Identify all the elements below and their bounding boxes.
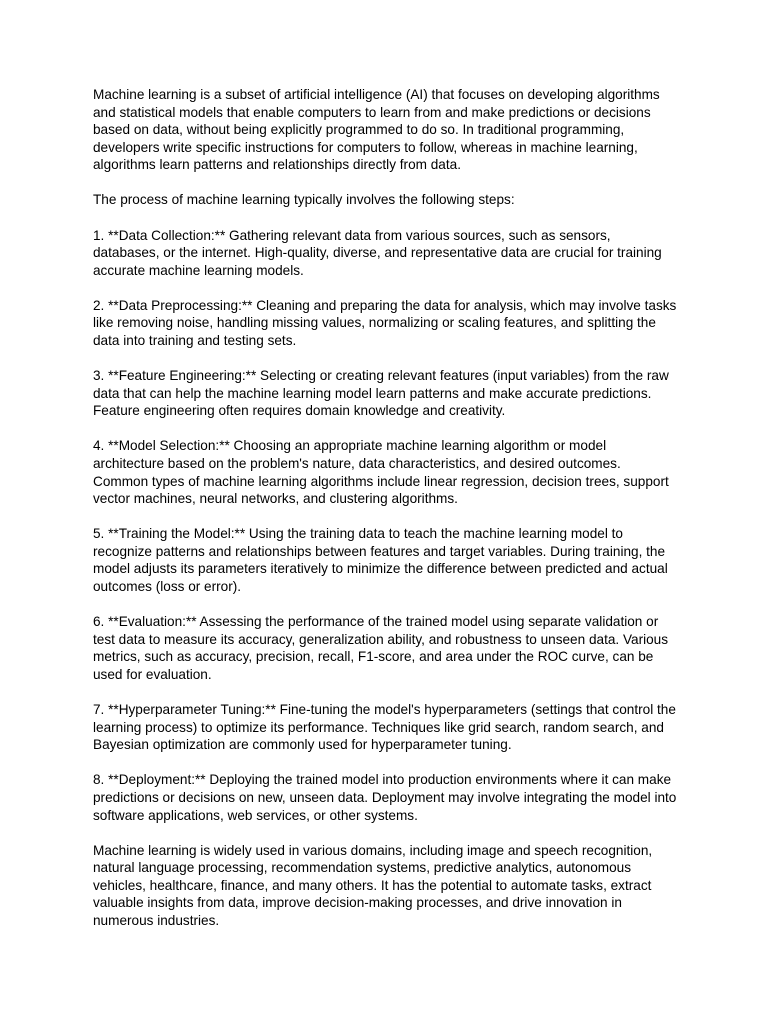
step-data-collection: 1. **Data Collection:** Gathering relevant data from various sources, such as sensors, databases, or the internet. High-quality, diverse, and representative data are crucial for training accurate machine learning models. [93, 227, 662, 278]
step-evaluation: 6. **Evaluation:** Assessing the performance of the trained model using separate validation or test data to measure its accuracy, generalization ability, and robustness to unseen data. Various metrics, such as accuracy, precision, recall, F1-score, and area under the ROC curve, can be used for evaluation. [93, 614, 669, 682]
step-deployment: 8. **Deployment:** Deploying the trained model into production environments where it can make predictions or decisions on new, unseen data. Deployment may involve integrating the model into software applications, web services, or other systems. [93, 772, 677, 823]
step-feature-engineering: 3. **Feature Engineering:** Selecting or creating relevant features (input variables) from the raw data that can help the machine learning model learn patterns and make accurate predictions. Feature engineering often requires domain knowledge and creativity. [93, 368, 669, 419]
step-model-selection: 4. **Model Selection:** Choosing an appropriate machine learning algorithm or model architecture based on the problem's nature, data characteristics, and desired outcomes. Common types of machine learning algorithms include linear regression, decision trees, support vector machines, neural networks, and clustering algorithms. [93, 438, 669, 507]
conclusion-paragraph: Machine learning is widely used in various domains, including image and speech recognition, natural language processing, recommendation systems, predictive analytics, autonomous vehicles, healthcare, finance, and many others. It has the potential to automate tasks, extract valuable insights from data, improve decision-making processes, and drive innovation in numerous industries. [93, 842, 653, 928]
intro-paragraph: Machine learning is a subset of artificial intelligence (AI) that focuses on developing algorithms and statistical models that enable computers to learn from and make predictions or decisions based on data, without being explicitly programmed to do so. In traditional programming, developers write specific instructions for computers to follow, whereas in machine learning, algorithms learn patterns and relationships directly from data. [93, 87, 660, 173]
steps-intro-paragraph: The process of machine learning typically involves the following steps: [93, 192, 515, 208]
step-hyperparameter-tuning: 7. **Hyperparameter Tuning:** Fine-tuning the model's hyperparameters (settings that control the learning process) to optimize its performance. Techniques like grid search, random search, and Bayesian optimization are commonly used for hyperparameter tuning. [93, 702, 676, 753]
step-training-the-model: 5. **Training the Model:** Using the training data to teach the machine learning model to recognize patterns and relationships between features and target variables. During training, the model adjusts its parameters iteratively to minimize the difference between predicted and actual outcomes (loss or error). [93, 526, 668, 595]
step-data-preprocessing: 2. **Data Preprocessing:** Cleaning and preparing the data for analysis, which may involve tasks like removing noise, handling missing values, normalizing or scaling features, and splitting the data into training and testing sets. [93, 297, 677, 349]
